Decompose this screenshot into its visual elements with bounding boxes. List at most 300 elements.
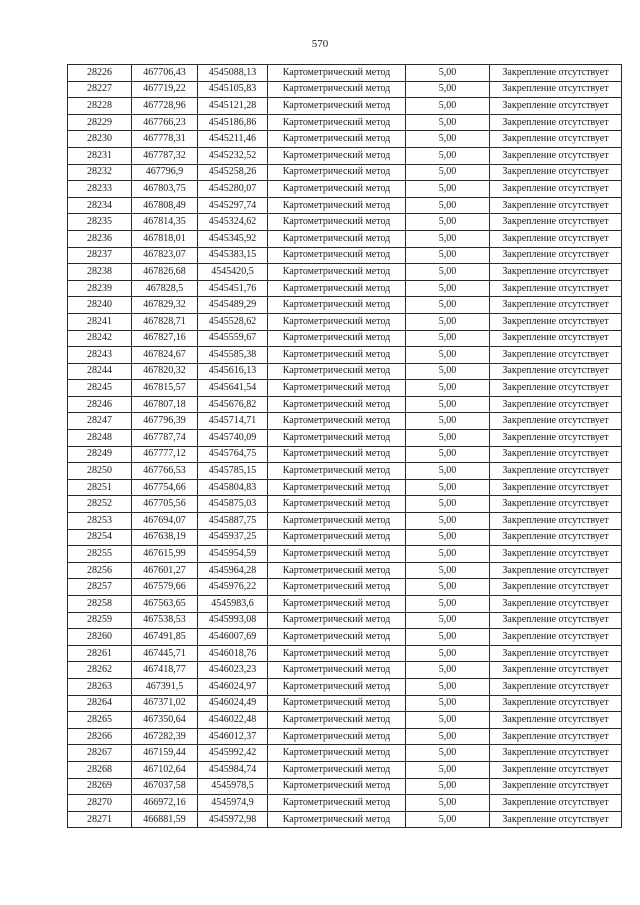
method-cell: Картометрический метод [268, 546, 406, 563]
fixation-cell: Закрепление отсутствует [490, 761, 622, 778]
y-coordinate-cell: 4545105,83 [198, 81, 268, 98]
accuracy-cell: 5,00 [406, 778, 490, 795]
x-coordinate-cell: 467037,58 [132, 778, 198, 795]
table-row [68, 280, 622, 297]
fixation-cell: Закрепление отсутствует [490, 430, 622, 447]
x-coordinate-cell: 467391,5 [132, 678, 198, 695]
fixation-cell: Закрепление отсутствует [490, 678, 622, 695]
point-number-cell: 28246 [68, 396, 132, 413]
fixation-cell: Закрепление отсутствует [490, 695, 622, 712]
point-number-cell: 28242 [68, 330, 132, 347]
fixation-cell: Закрепление отсутствует [490, 164, 622, 181]
y-coordinate-cell: 4545383,15 [198, 247, 268, 264]
method-cell: Картометрический метод [268, 230, 406, 247]
x-coordinate-cell: 467719,22 [132, 81, 198, 98]
point-number-cell: 28229 [68, 114, 132, 131]
point-number-cell: 28249 [68, 446, 132, 463]
y-coordinate-cell: 4545993,08 [198, 612, 268, 629]
accuracy-cell: 5,00 [406, 529, 490, 546]
fixation-cell: Закрепление отсутствует [490, 380, 622, 397]
method-cell: Картометрический метод [268, 695, 406, 712]
fixation-cell: Закрепление отсутствует [490, 98, 622, 115]
y-coordinate-cell: 4545232,52 [198, 147, 268, 164]
point-number-cell: 28244 [68, 363, 132, 380]
method-cell: Картометрический метод [268, 463, 406, 480]
y-coordinate-cell: 4545186,86 [198, 114, 268, 131]
fixation-cell: Закрепление отсутствует [490, 147, 622, 164]
method-cell: Картометрический метод [268, 98, 406, 115]
y-coordinate-cell: 4545641,54 [198, 380, 268, 397]
method-cell: Картометрический метод [268, 214, 406, 231]
y-coordinate-cell: 4545324,62 [198, 214, 268, 231]
method-cell: Картометрический метод [268, 562, 406, 579]
method-cell: Картометрический метод [268, 596, 406, 613]
table-row [68, 778, 622, 795]
accuracy-cell: 5,00 [406, 230, 490, 247]
y-coordinate-cell: 4545964,28 [198, 562, 268, 579]
y-coordinate-cell: 4546023,23 [198, 662, 268, 679]
x-coordinate-cell: 467563,65 [132, 596, 198, 613]
method-cell: Картометрический метод [268, 778, 406, 795]
fixation-cell: Закрепление отсутствует [490, 562, 622, 579]
y-coordinate-cell: 4545559,67 [198, 330, 268, 347]
y-coordinate-cell: 4546007,69 [198, 629, 268, 646]
table-row [68, 513, 622, 530]
point-number-cell: 28267 [68, 745, 132, 762]
method-cell: Картометрический метод [268, 745, 406, 762]
accuracy-cell: 5,00 [406, 297, 490, 314]
accuracy-cell: 5,00 [406, 728, 490, 745]
point-number-cell: 28269 [68, 778, 132, 795]
accuracy-cell: 5,00 [406, 596, 490, 613]
point-number-cell: 28266 [68, 728, 132, 745]
fixation-cell: Закрепление отсутствует [490, 712, 622, 729]
table-row [68, 761, 622, 778]
fixation-cell: Закрепление отсутствует [490, 197, 622, 214]
fixation-cell: Закрепление отсутствует [490, 596, 622, 613]
y-coordinate-cell: 4545211,46 [198, 131, 268, 148]
x-coordinate-cell: 467777,12 [132, 446, 198, 463]
y-coordinate-cell: 4545258,26 [198, 164, 268, 181]
method-cell: Картометрический метод [268, 297, 406, 314]
y-coordinate-cell: 4545992,42 [198, 745, 268, 762]
table-row [68, 147, 622, 164]
method-cell: Картометрический метод [268, 662, 406, 679]
accuracy-cell: 5,00 [406, 380, 490, 397]
accuracy-cell: 5,00 [406, 347, 490, 364]
accuracy-cell: 5,00 [406, 264, 490, 281]
table-row [68, 795, 622, 812]
table-row [68, 496, 622, 513]
table-row [68, 728, 622, 745]
method-cell: Картометрический метод [268, 347, 406, 364]
table-row [68, 347, 622, 364]
y-coordinate-cell: 4545451,76 [198, 280, 268, 297]
x-coordinate-cell: 466972,16 [132, 795, 198, 812]
point-number-cell: 28268 [68, 761, 132, 778]
y-coordinate-cell: 4545978,5 [198, 778, 268, 795]
fixation-cell: Закрепление отсутствует [490, 131, 622, 148]
accuracy-cell: 5,00 [406, 363, 490, 380]
x-coordinate-cell: 467828,5 [132, 280, 198, 297]
method-cell: Картометрический метод [268, 264, 406, 281]
fixation-cell: Закрепление отсутствует [490, 629, 622, 646]
point-number-cell: 28265 [68, 712, 132, 729]
accuracy-cell: 5,00 [406, 313, 490, 330]
page-number: 570 [311, 38, 329, 50]
x-coordinate-cell: 467827,16 [132, 330, 198, 347]
accuracy-cell: 5,00 [406, 164, 490, 181]
accuracy-cell: 5,00 [406, 479, 490, 496]
method-cell: Картометрический метод [268, 795, 406, 812]
y-coordinate-cell: 4545976,22 [198, 579, 268, 596]
x-coordinate-cell: 467823,07 [132, 247, 198, 264]
x-coordinate-cell: 467808,49 [132, 197, 198, 214]
y-coordinate-cell: 4545972,98 [198, 811, 268, 828]
accuracy-cell: 5,00 [406, 745, 490, 762]
y-coordinate-cell: 4545088,13 [198, 65, 268, 82]
fixation-cell: Закрепление отсутствует [490, 396, 622, 413]
accuracy-cell: 5,00 [406, 513, 490, 530]
fixation-cell: Закрепление отсутствует [490, 529, 622, 546]
table-row [68, 662, 622, 679]
x-coordinate-cell: 467826,68 [132, 264, 198, 281]
x-coordinate-cell: 467766,53 [132, 463, 198, 480]
accuracy-cell: 5,00 [406, 446, 490, 463]
table-row [68, 629, 622, 646]
accuracy-cell: 5,00 [406, 214, 490, 231]
table-row [68, 230, 622, 247]
x-coordinate-cell: 467491,85 [132, 629, 198, 646]
point-number-cell: 28264 [68, 695, 132, 712]
table-row [68, 98, 622, 115]
x-coordinate-cell: 467818,01 [132, 230, 198, 247]
point-number-cell: 28263 [68, 678, 132, 695]
coordinates-table [67, 64, 622, 828]
table-row [68, 596, 622, 613]
method-cell: Картометрический метод [268, 430, 406, 447]
table-row [68, 297, 622, 314]
point-number-cell: 28262 [68, 662, 132, 679]
point-number-cell: 28258 [68, 596, 132, 613]
accuracy-cell: 5,00 [406, 496, 490, 513]
table-row [68, 380, 622, 397]
table-row [68, 645, 622, 662]
point-number-cell: 28254 [68, 529, 132, 546]
method-cell: Картометрический метод [268, 313, 406, 330]
table-row [68, 463, 622, 480]
table-row [68, 745, 622, 762]
method-cell: Картометрический метод [268, 811, 406, 828]
accuracy-cell: 5,00 [406, 131, 490, 148]
table-row [68, 181, 622, 198]
x-coordinate-cell: 467787,74 [132, 430, 198, 447]
x-coordinate-cell: 467820,32 [132, 363, 198, 380]
table-row [68, 363, 622, 380]
point-number-cell: 28251 [68, 479, 132, 496]
table-row [68, 264, 622, 281]
accuracy-cell: 5,00 [406, 181, 490, 198]
point-number-cell: 28231 [68, 147, 132, 164]
fixation-cell: Закрепление отсутствует [490, 811, 622, 828]
x-coordinate-cell: 467754,66 [132, 479, 198, 496]
y-coordinate-cell: 4545875,03 [198, 496, 268, 513]
point-number-cell: 28238 [68, 264, 132, 281]
table-row [68, 695, 622, 712]
accuracy-cell: 5,00 [406, 114, 490, 131]
table-row [68, 197, 622, 214]
point-number-cell: 28260 [68, 629, 132, 646]
point-number-cell: 28252 [68, 496, 132, 513]
accuracy-cell: 5,00 [406, 330, 490, 347]
x-coordinate-cell: 467828,71 [132, 313, 198, 330]
fixation-cell: Закрепление отсутствует [490, 181, 622, 198]
x-coordinate-cell: 467803,75 [132, 181, 198, 198]
y-coordinate-cell: 4545804,83 [198, 479, 268, 496]
point-number-cell: 28255 [68, 546, 132, 563]
y-coordinate-cell: 4546024,97 [198, 678, 268, 695]
x-coordinate-cell: 467787,32 [132, 147, 198, 164]
point-number-cell: 28235 [68, 214, 132, 231]
x-coordinate-cell: 466881,59 [132, 811, 198, 828]
fixation-cell: Закрепление отсутствует [490, 230, 622, 247]
fixation-cell: Закрепление отсутствует [490, 297, 622, 314]
accuracy-cell: 5,00 [406, 662, 490, 679]
accuracy-cell: 5,00 [406, 413, 490, 430]
x-coordinate-cell: 467796,39 [132, 413, 198, 430]
method-cell: Картометрический метод [268, 529, 406, 546]
x-coordinate-cell: 467538,53 [132, 612, 198, 629]
point-number-cell: 28270 [68, 795, 132, 812]
y-coordinate-cell: 4545616,13 [198, 363, 268, 380]
fixation-cell: Закрепление отсутствует [490, 662, 622, 679]
method-cell: Картометрический метод [268, 629, 406, 646]
accuracy-cell: 5,00 [406, 612, 490, 629]
method-cell: Картометрический метод [268, 380, 406, 397]
fixation-cell: Закрепление отсутствует [490, 214, 622, 231]
table-row [68, 479, 622, 496]
y-coordinate-cell: 4545764,75 [198, 446, 268, 463]
fixation-cell: Закрепление отсутствует [490, 446, 622, 463]
table-row [68, 562, 622, 579]
y-coordinate-cell: 4545954,59 [198, 546, 268, 563]
method-cell: Картометрический метод [268, 330, 406, 347]
table-row [68, 247, 622, 264]
x-coordinate-cell: 467796,9 [132, 164, 198, 181]
method-cell: Картометрический метод [268, 147, 406, 164]
y-coordinate-cell: 4546012,37 [198, 728, 268, 745]
y-coordinate-cell: 4546018,76 [198, 645, 268, 662]
point-number-cell: 28241 [68, 313, 132, 330]
fixation-cell: Закрепление отсутствует [490, 280, 622, 297]
x-coordinate-cell: 467706,43 [132, 65, 198, 82]
method-cell: Картометрический метод [268, 114, 406, 131]
accuracy-cell: 5,00 [406, 280, 490, 297]
accuracy-cell: 5,00 [406, 463, 490, 480]
table-row [68, 330, 622, 347]
y-coordinate-cell: 4545121,28 [198, 98, 268, 115]
method-cell: Картометрический метод [268, 65, 406, 82]
accuracy-cell: 5,00 [406, 247, 490, 264]
point-number-cell: 28243 [68, 347, 132, 364]
point-number-cell: 28250 [68, 463, 132, 480]
x-coordinate-cell: 467371,02 [132, 695, 198, 712]
method-cell: Картометрический метод [268, 247, 406, 264]
accuracy-cell: 5,00 [406, 629, 490, 646]
table-body [68, 65, 622, 828]
point-number-cell: 28256 [68, 562, 132, 579]
table-row [68, 164, 622, 181]
x-coordinate-cell: 467638,19 [132, 529, 198, 546]
fixation-cell: Закрепление отсутствует [490, 114, 622, 131]
table-row [68, 313, 622, 330]
accuracy-cell: 5,00 [406, 147, 490, 164]
method-cell: Картометрический метод [268, 413, 406, 430]
y-coordinate-cell: 4545420,5 [198, 264, 268, 281]
table-row [68, 396, 622, 413]
accuracy-cell: 5,00 [406, 81, 490, 98]
method-cell: Картометрический метод [268, 761, 406, 778]
fixation-cell: Закрепление отсутствует [490, 645, 622, 662]
x-coordinate-cell: 467102,64 [132, 761, 198, 778]
accuracy-cell: 5,00 [406, 678, 490, 695]
y-coordinate-cell: 4545345,92 [198, 230, 268, 247]
table-row [68, 81, 622, 98]
fixation-cell: Закрепление отсутствует [490, 513, 622, 530]
fixation-cell: Закрепление отсутствует [490, 330, 622, 347]
point-number-cell: 28232 [68, 164, 132, 181]
fixation-cell: Закрепление отсутствует [490, 65, 622, 82]
fixation-cell: Закрепление отсутствует [490, 247, 622, 264]
x-coordinate-cell: 467350,64 [132, 712, 198, 729]
method-cell: Картометрический метод [268, 280, 406, 297]
table-row [68, 546, 622, 563]
y-coordinate-cell: 4545528,62 [198, 313, 268, 330]
method-cell: Картометрический метод [268, 579, 406, 596]
method-cell: Картометрический метод [268, 712, 406, 729]
y-coordinate-cell: 4546022,48 [198, 712, 268, 729]
method-cell: Картометрический метод [268, 81, 406, 98]
fixation-cell: Закрепление отсутствует [490, 579, 622, 596]
fixation-cell: Закрепление отсутствует [490, 347, 622, 364]
y-coordinate-cell: 4545785,15 [198, 463, 268, 480]
method-cell: Картометрический метод [268, 446, 406, 463]
method-cell: Картометрический метод [268, 728, 406, 745]
method-cell: Картометрический метод [268, 164, 406, 181]
point-number-cell: 28226 [68, 65, 132, 82]
x-coordinate-cell: 467778,31 [132, 131, 198, 148]
point-number-cell: 28261 [68, 645, 132, 662]
table-row [68, 114, 622, 131]
fixation-cell: Закрепление отсутствует [490, 463, 622, 480]
x-coordinate-cell: 467579,66 [132, 579, 198, 596]
method-cell: Картометрический метод [268, 181, 406, 198]
method-cell: Картометрический метод [268, 479, 406, 496]
table-row [68, 65, 622, 82]
accuracy-cell: 5,00 [406, 197, 490, 214]
fixation-cell: Закрепление отсутствует [490, 413, 622, 430]
point-number-cell: 28234 [68, 197, 132, 214]
y-coordinate-cell: 4545740,09 [198, 430, 268, 447]
fixation-cell: Закрепление отсутствует [490, 778, 622, 795]
x-coordinate-cell: 467159,44 [132, 745, 198, 762]
method-cell: Картометрический метод [268, 131, 406, 148]
point-number-cell: 28271 [68, 811, 132, 828]
y-coordinate-cell: 4545937,25 [198, 529, 268, 546]
point-number-cell: 28230 [68, 131, 132, 148]
fixation-cell: Закрепление отсутствует [490, 546, 622, 563]
y-coordinate-cell: 4545489,29 [198, 297, 268, 314]
table-row [68, 579, 622, 596]
accuracy-cell: 5,00 [406, 795, 490, 812]
table-row [68, 131, 622, 148]
x-coordinate-cell: 467807,18 [132, 396, 198, 413]
accuracy-cell: 5,00 [406, 65, 490, 82]
accuracy-cell: 5,00 [406, 396, 490, 413]
y-coordinate-cell: 4545714,71 [198, 413, 268, 430]
point-number-cell: 28233 [68, 181, 132, 198]
y-coordinate-cell: 4545676,82 [198, 396, 268, 413]
fixation-cell: Закрепление отсутствует [490, 479, 622, 496]
fixation-cell: Закрепление отсутствует [490, 728, 622, 745]
method-cell: Картометрический метод [268, 678, 406, 695]
accuracy-cell: 5,00 [406, 430, 490, 447]
y-coordinate-cell: 4546024,49 [198, 695, 268, 712]
table-row [68, 529, 622, 546]
fixation-cell: Закрепление отсутствует [490, 363, 622, 380]
method-cell: Картометрический метод [268, 513, 406, 530]
accuracy-cell: 5,00 [406, 712, 490, 729]
point-number-cell: 28228 [68, 98, 132, 115]
point-number-cell: 28257 [68, 579, 132, 596]
accuracy-cell: 5,00 [406, 562, 490, 579]
accuracy-cell: 5,00 [406, 761, 490, 778]
point-number-cell: 28239 [68, 280, 132, 297]
point-number-cell: 28237 [68, 247, 132, 264]
point-number-cell: 28245 [68, 380, 132, 397]
accuracy-cell: 5,00 [406, 695, 490, 712]
fixation-cell: Закрепление отсутствует [490, 795, 622, 812]
table-row [68, 712, 622, 729]
method-cell: Картометрический метод [268, 363, 406, 380]
table-row [68, 612, 622, 629]
point-number-cell: 28253 [68, 513, 132, 530]
x-coordinate-cell: 467418,77 [132, 662, 198, 679]
y-coordinate-cell: 4545984,74 [198, 761, 268, 778]
y-coordinate-cell: 4545297,74 [198, 197, 268, 214]
y-coordinate-cell: 4545585,38 [198, 347, 268, 364]
table-row [68, 446, 622, 463]
x-coordinate-cell: 467615,99 [132, 546, 198, 563]
method-cell: Картометрический метод [268, 396, 406, 413]
point-number-cell: 28240 [68, 297, 132, 314]
x-coordinate-cell: 467445,71 [132, 645, 198, 662]
accuracy-cell: 5,00 [406, 546, 490, 563]
method-cell: Картометрический метод [268, 496, 406, 513]
point-number-cell: 28248 [68, 430, 132, 447]
table-row [68, 214, 622, 231]
table-row [68, 413, 622, 430]
fixation-cell: Закрепление отсутствует [490, 745, 622, 762]
point-number-cell: 28247 [68, 413, 132, 430]
table-row [68, 430, 622, 447]
x-coordinate-cell: 467829,32 [132, 297, 198, 314]
fixation-cell: Закрепление отсутствует [490, 313, 622, 330]
method-cell: Картометрический метод [268, 197, 406, 214]
x-coordinate-cell: 467824,67 [132, 347, 198, 364]
x-coordinate-cell: 467766,23 [132, 114, 198, 131]
y-coordinate-cell: 4545983,6 [198, 596, 268, 613]
